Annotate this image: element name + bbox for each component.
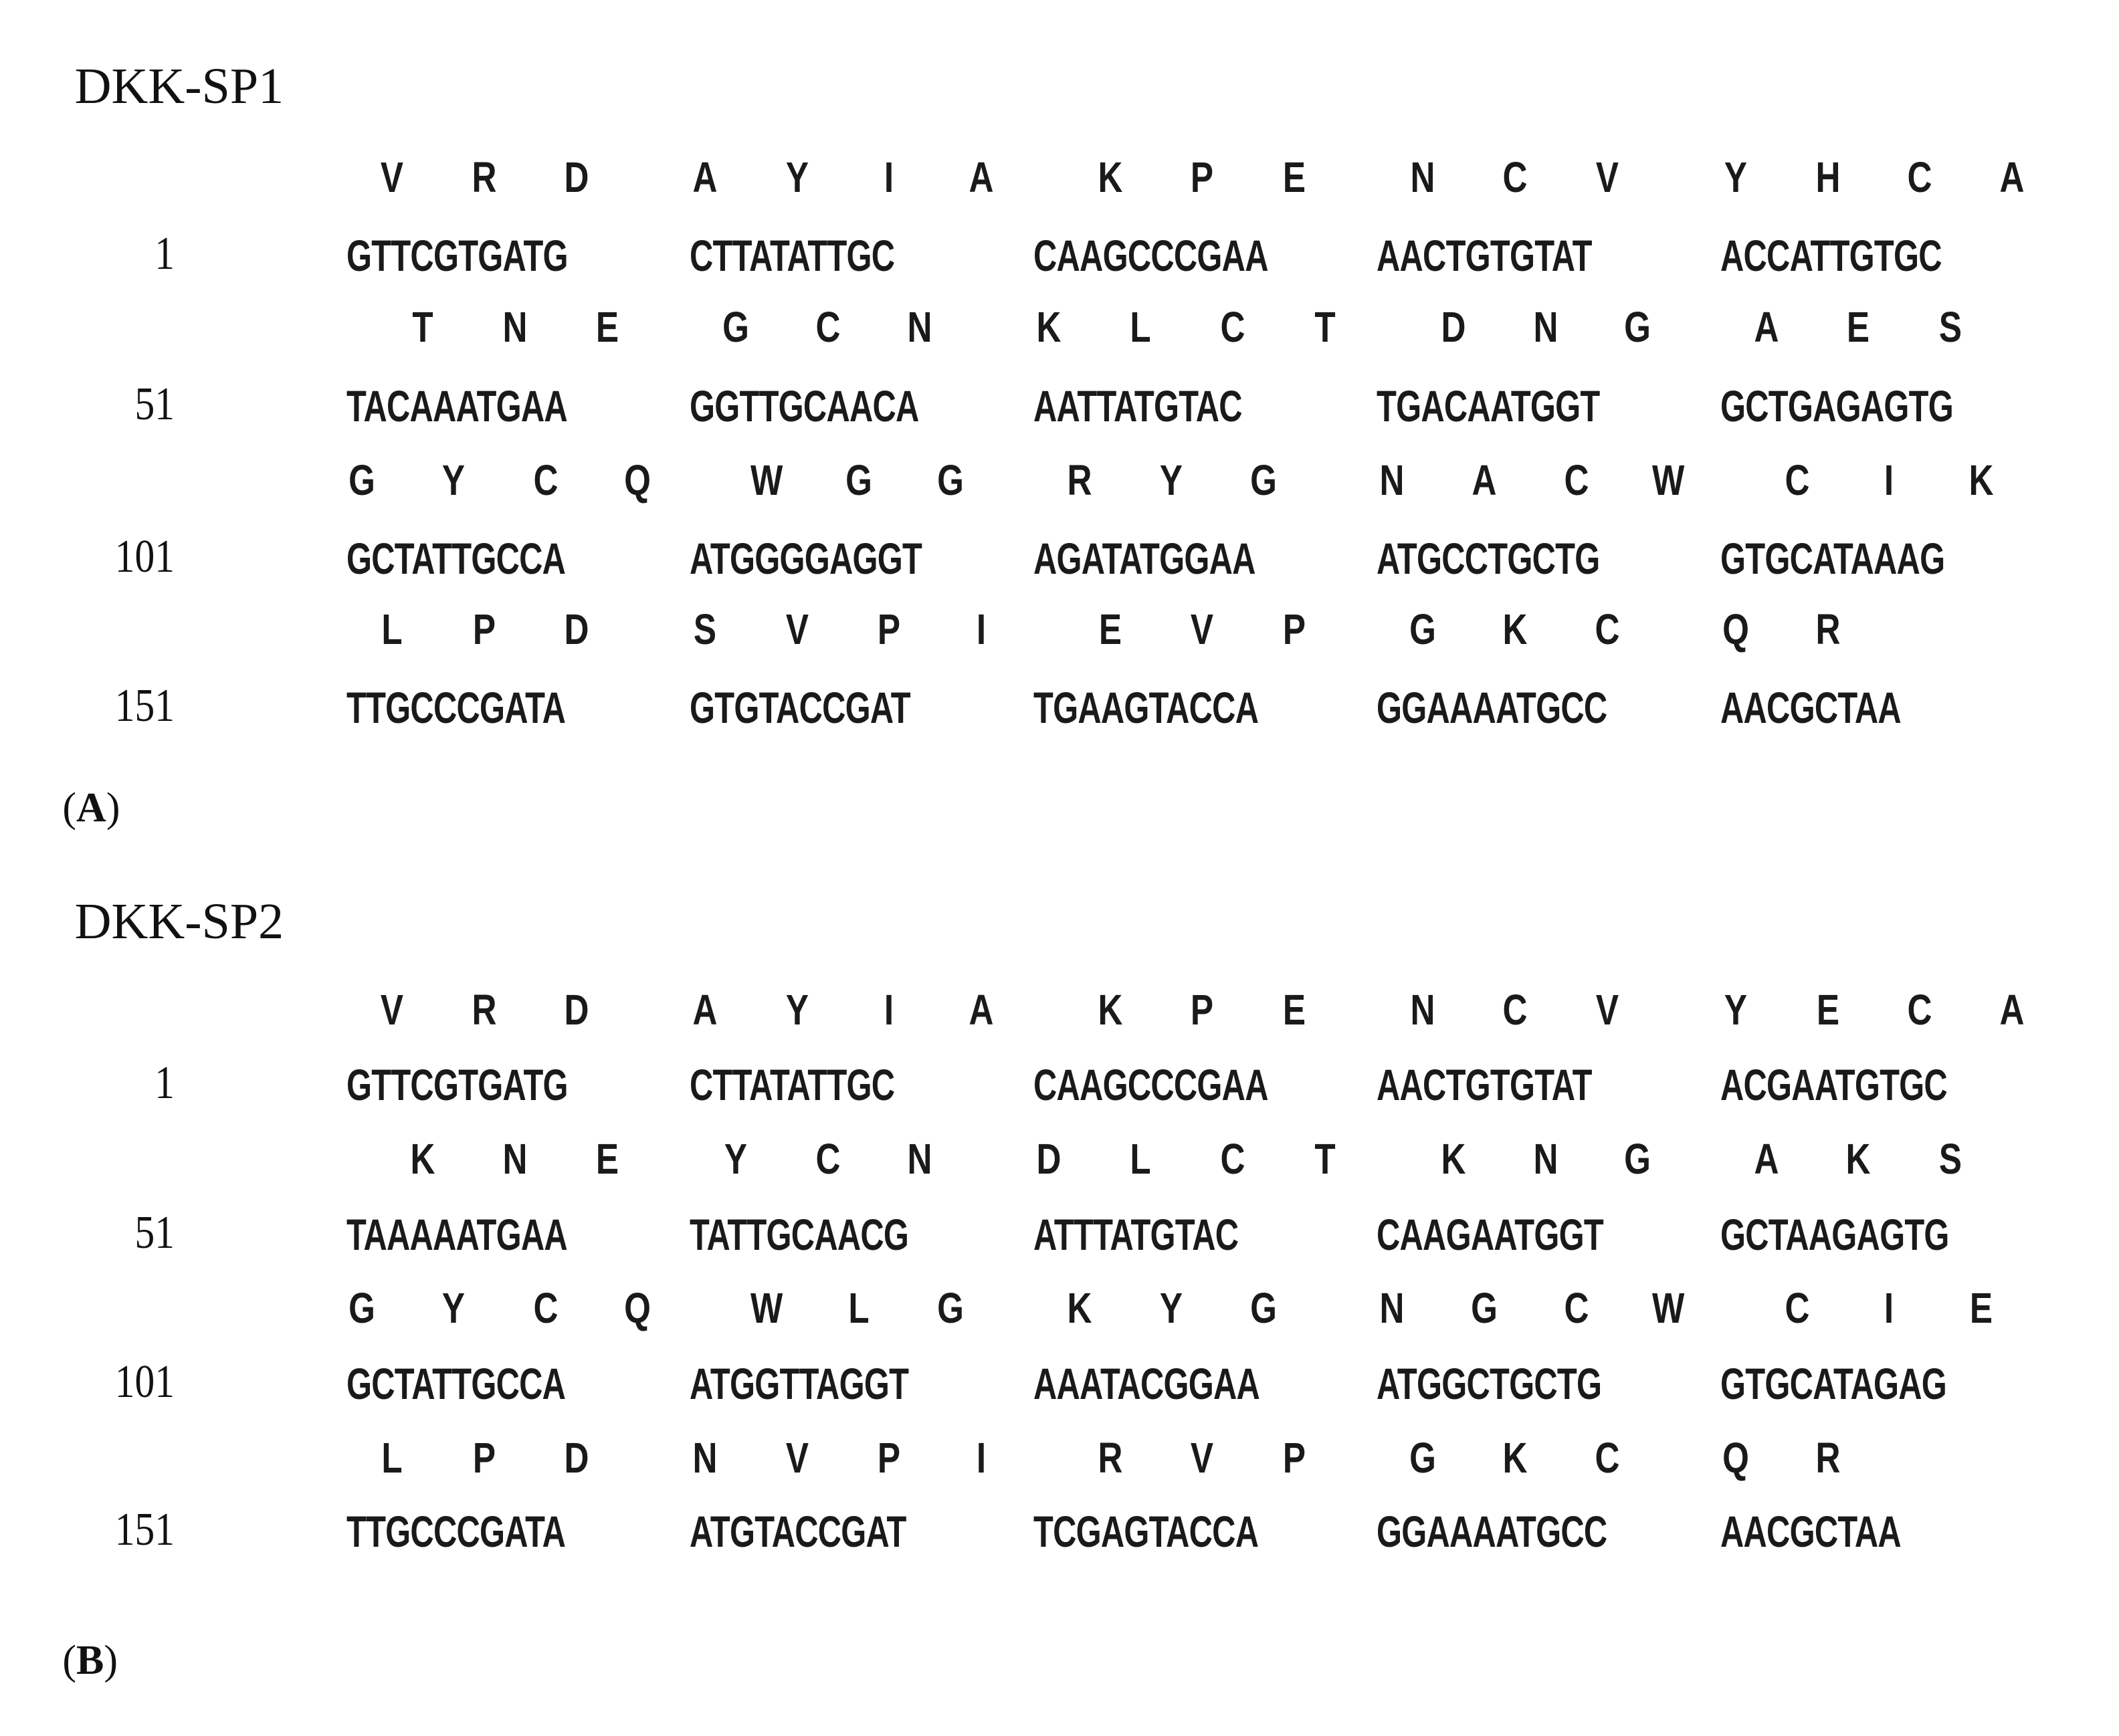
nucleotide-group: GTGTACCGAT <box>690 683 911 733</box>
amino-acid: C <box>533 1284 559 1333</box>
amino-acid: R <box>472 153 497 202</box>
amino-acid: D <box>564 1433 589 1482</box>
row-start-number: 101 <box>114 1356 175 1408</box>
amino-acid: G <box>1624 302 1651 351</box>
amino-acid: V <box>1191 1433 1214 1482</box>
amino-acid: W <box>750 456 783 505</box>
amino-acid: D <box>1441 302 1466 351</box>
amino-acid: Y <box>1724 985 1748 1034</box>
amino-acid: P <box>1282 1433 1306 1482</box>
row-start-number: 1 <box>155 228 175 280</box>
amino-acid: C <box>1907 985 1932 1034</box>
nucleotide-group: GCTGAGAGTG <box>1720 381 1954 431</box>
amino-acid: A <box>1472 456 1497 505</box>
panel-letter: B <box>76 1638 104 1684</box>
row-start-number: 51 <box>134 1206 175 1259</box>
amino-acid: C <box>1785 456 1810 505</box>
amino-acid: K <box>1969 456 1994 505</box>
amino-acid: E <box>1282 985 1306 1034</box>
amino-acid: V <box>381 153 404 202</box>
amino-acid: V <box>1595 985 1619 1034</box>
nucleotide-group: AGATATGGAA <box>1033 533 1255 583</box>
amino-acid: E <box>1816 985 1839 1034</box>
amino-acid: A <box>1754 302 1779 351</box>
amino-acid: I <box>976 1433 987 1482</box>
amino-acid: E <box>1098 605 1122 654</box>
amino-acid: P <box>473 1433 496 1482</box>
amino-acid: K <box>1502 1433 1528 1482</box>
amino-acid: Y <box>724 1135 748 1184</box>
nucleotide-group: GCTATTGCCA <box>346 1359 565 1409</box>
amino-acid: W <box>1652 456 1685 505</box>
amino-acid: N <box>1410 153 1435 202</box>
amino-acid: Y <box>1724 153 1748 202</box>
amino-acid: I <box>1884 456 1894 505</box>
nucleotide-group: CTTATATTGC <box>690 1060 895 1110</box>
amino-acid: A <box>969 985 994 1034</box>
amino-acid: Q <box>1722 1433 1749 1482</box>
amino-acid: E <box>595 1135 619 1184</box>
amino-acid: L <box>1130 1135 1152 1184</box>
amino-acid: K <box>1441 1135 1466 1184</box>
amino-acid: K <box>1067 1284 1092 1333</box>
amino-acid: T <box>1314 302 1336 351</box>
amino-acid: L <box>381 1433 403 1482</box>
amino-acid: C <box>1595 605 1619 654</box>
amino-acid: P <box>473 605 496 654</box>
amino-acid: R <box>1815 1433 1841 1482</box>
nucleotide-group: ATTTATGTAC <box>1033 1209 1239 1259</box>
amino-acid: V <box>785 1433 809 1482</box>
nucleotide-group: AATTATGTAC <box>1033 381 1242 431</box>
amino-acid: K <box>1502 605 1528 654</box>
amino-acid: N <box>1533 302 1558 351</box>
amino-acid: D <box>564 153 589 202</box>
nucleotide-group: ACGAATGTGC <box>1720 1060 1947 1110</box>
amino-acid: Q <box>1722 605 1749 654</box>
amino-acid: Y <box>785 985 809 1034</box>
amino-acid: N <box>1379 1284 1405 1333</box>
panel-label: (B) <box>62 1638 118 1684</box>
amino-acid: E <box>1282 153 1306 202</box>
amino-acid: C <box>1564 1284 1589 1333</box>
amino-acid: A <box>1999 153 2025 202</box>
nucleotide-group: ATGGCTGCTG <box>1377 1359 1602 1409</box>
nucleotide-group: GGAAAATGCC <box>1377 1507 1607 1557</box>
amino-acid: V <box>1595 153 1619 202</box>
amino-acid: N <box>907 302 932 351</box>
nucleotide-group: AACGCTAA <box>1720 683 1901 733</box>
amino-acid: A <box>1754 1135 1779 1184</box>
nucleotide-group: TATTGCAACG <box>690 1209 909 1259</box>
row-start-number: 151 <box>114 1504 175 1556</box>
nucleotide-group: AAATACGGAA <box>1033 1359 1259 1409</box>
amino-acid: G <box>1249 1284 1277 1333</box>
amino-acid: A <box>1999 985 2025 1034</box>
amino-acid: I <box>884 985 894 1034</box>
amino-acid: D <box>564 985 589 1034</box>
amino-acid: L <box>1130 302 1152 351</box>
amino-acid: C <box>1907 153 1932 202</box>
panel-label: (A) <box>62 785 120 831</box>
row-start-number: 101 <box>114 530 175 582</box>
amino-acid: D <box>564 605 589 654</box>
amino-acid: S <box>1939 1135 1962 1184</box>
panel-letter: A <box>76 785 106 831</box>
nucleotide-group: AACTGTGTAT <box>1377 231 1593 281</box>
nucleotide-group: ATGGGGAGGT <box>690 533 922 583</box>
nucleotide-group: GGAAAATGCC <box>1377 683 1607 733</box>
amino-acid: S <box>1939 302 1962 351</box>
amino-acid: A <box>692 985 718 1034</box>
row-start-number: 1 <box>155 1057 175 1109</box>
nucleotide-group: GGTTGCAACA <box>690 381 919 431</box>
amino-acid: G <box>722 302 749 351</box>
amino-acid: I <box>1884 1284 1894 1333</box>
amino-acid: I <box>976 605 987 654</box>
amino-acid: G <box>845 456 872 505</box>
row-start-number: 51 <box>134 378 175 431</box>
amino-acid: C <box>1564 456 1589 505</box>
nucleotide-group: TACAAATGAA <box>346 381 567 431</box>
amino-acid: L <box>381 605 403 654</box>
sequence-title: DKK-SP1 <box>74 58 284 115</box>
nucleotide-group: CAAGCCCGAA <box>1033 1060 1268 1110</box>
nucleotide-group: TCGAGTACCA <box>1033 1507 1259 1557</box>
amino-acid: S <box>694 605 717 654</box>
nucleotide-group: GTGCATAAAG <box>1720 533 1945 583</box>
amino-acid: G <box>1624 1135 1651 1184</box>
amino-acid: P <box>878 1433 901 1482</box>
amino-acid: V <box>1191 605 1214 654</box>
nucleotide-group: GCTATTGCCA <box>346 533 565 583</box>
amino-acid: P <box>1282 605 1306 654</box>
nucleotide-group: TAAAAATGAA <box>346 1209 567 1259</box>
nucleotide-group: ACCATTGTGC <box>1720 231 1942 281</box>
amino-acid: K <box>1098 985 1123 1034</box>
amino-acid: Q <box>624 1284 651 1333</box>
amino-acid: R <box>1067 456 1092 505</box>
amino-acid: T <box>1314 1135 1336 1184</box>
amino-acid: R <box>1098 1433 1123 1482</box>
amino-acid: K <box>410 1135 435 1184</box>
amino-acid: D <box>1036 1135 1062 1184</box>
amino-acid: Y <box>442 456 466 505</box>
row-start-number: 151 <box>114 680 175 732</box>
nucleotide-group: TGAAGTACCA <box>1033 683 1259 733</box>
nucleotide-group: CAAGAATGGT <box>1377 1209 1604 1259</box>
amino-acid: G <box>1471 1284 1498 1333</box>
amino-acid: N <box>502 302 528 351</box>
amino-acid: N <box>1379 456 1405 505</box>
amino-acid: W <box>750 1284 783 1333</box>
amino-acid: Y <box>1160 1284 1183 1333</box>
amino-acid: I <box>884 153 894 202</box>
amino-acid: C <box>1220 302 1245 351</box>
amino-acid: N <box>1533 1135 1558 1184</box>
amino-acid: G <box>1409 1433 1437 1482</box>
amino-acid: P <box>878 605 901 654</box>
amino-acid: N <box>502 1135 528 1184</box>
amino-acid: G <box>348 456 375 505</box>
amino-acid: P <box>1191 985 1214 1034</box>
amino-acid: N <box>907 1135 932 1184</box>
amino-acid: C <box>1220 1135 1245 1184</box>
amino-acid: L <box>847 1284 870 1333</box>
amino-acid: Y <box>1160 456 1183 505</box>
amino-acid: K <box>1036 302 1062 351</box>
amino-acid: C <box>533 456 559 505</box>
amino-acid: C <box>815 1135 841 1184</box>
amino-acid: P <box>1191 153 1214 202</box>
amino-acid: Y <box>442 1284 466 1333</box>
amino-acid: V <box>785 605 809 654</box>
amino-acid: A <box>969 153 994 202</box>
amino-acid: A <box>692 153 718 202</box>
amino-acid: K <box>1845 1135 1871 1184</box>
amino-acid: C <box>1502 153 1528 202</box>
amino-acid: G <box>1249 456 1277 505</box>
amino-acid: E <box>1969 1284 1993 1333</box>
nucleotide-group: ATGTACCGAT <box>690 1507 906 1557</box>
amino-acid: E <box>595 302 619 351</box>
nucleotide-group: GTTCGTGATG <box>346 231 568 281</box>
amino-acid: T <box>412 302 433 351</box>
nucleotide-group: TGACAATGGT <box>1377 381 1600 431</box>
amino-acid: C <box>1595 1433 1619 1482</box>
sequence-title: DKK-SP2 <box>74 893 284 950</box>
amino-acid: N <box>692 1433 718 1482</box>
nucleotide-group: CTTATATTGC <box>690 231 895 281</box>
amino-acid: N <box>1410 985 1435 1034</box>
nucleotide-group: AACGCTAA <box>1720 1507 1901 1557</box>
nucleotide-group: TTGCCCGATA <box>346 683 565 733</box>
amino-acid: G <box>1409 605 1437 654</box>
nucleotide-group: AACTGTGTAT <box>1377 1060 1593 1110</box>
nucleotide-group: GTTCGTGATG <box>346 1060 568 1110</box>
nucleotide-group: ATGCCTGCTG <box>1377 533 1600 583</box>
amino-acid: G <box>937 1284 965 1333</box>
nucleotide-group: CAAGCCCGAA <box>1033 231 1268 281</box>
amino-acid: K <box>1098 153 1123 202</box>
amino-acid: G <box>348 1284 375 1333</box>
amino-acid: Q <box>624 456 651 505</box>
amino-acid: E <box>1847 302 1870 351</box>
amino-acid: C <box>1502 985 1528 1034</box>
amino-acid: G <box>937 456 965 505</box>
amino-acid: Y <box>785 153 809 202</box>
amino-acid: W <box>1652 1284 1685 1333</box>
amino-acid: V <box>381 985 404 1034</box>
amino-acid: C <box>1785 1284 1810 1333</box>
nucleotide-group: GCTAAGAGTG <box>1720 1209 1949 1259</box>
nucleotide-group: TTGCCCGATA <box>346 1507 565 1557</box>
amino-acid: R <box>1815 605 1841 654</box>
amino-acid: R <box>472 985 497 1034</box>
amino-acid: C <box>815 302 841 351</box>
nucleotide-group: GTGCATAGAG <box>1720 1359 1947 1409</box>
nucleotide-group: ATGGTTAGGT <box>690 1359 909 1409</box>
amino-acid: H <box>1815 153 1841 202</box>
